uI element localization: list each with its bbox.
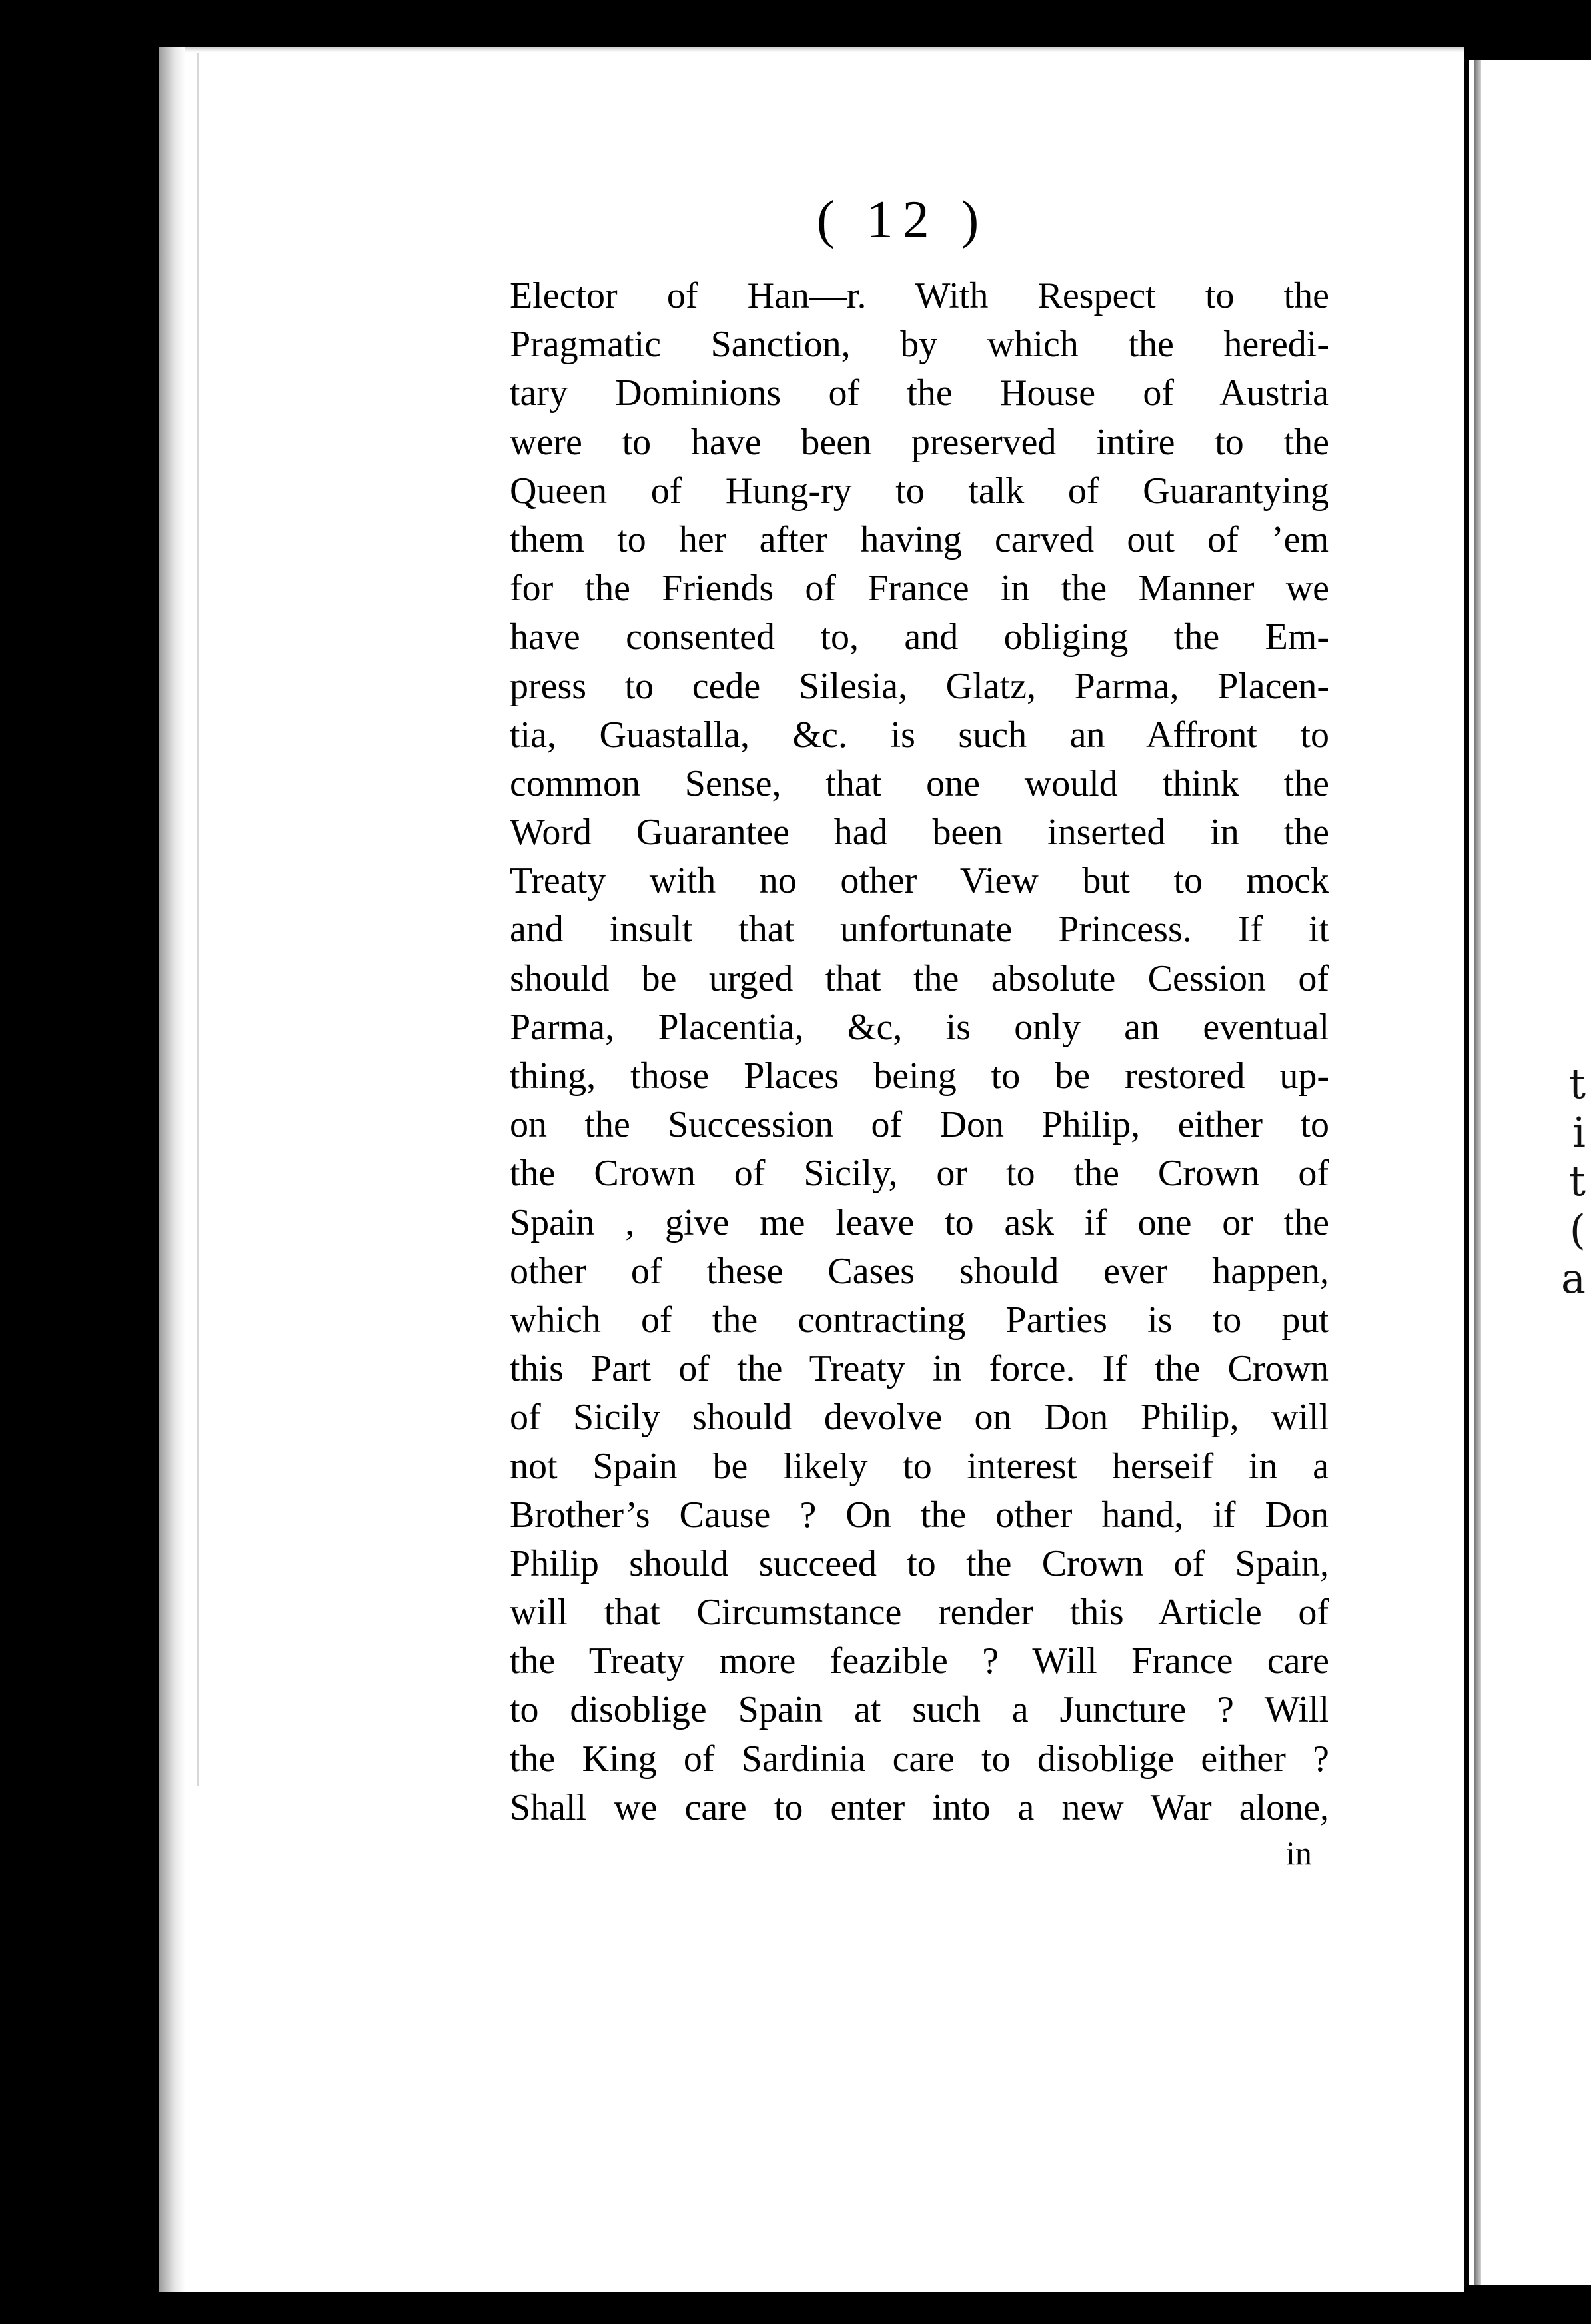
text-line: will that Circumstance render this Article of xyxy=(510,1592,1329,1634)
text-line: for the Friends of France in the Manner we xyxy=(510,568,1329,610)
text-line: to disoblige Spain at such a Juncture ? Will xyxy=(510,1689,1329,1731)
adjacent-page-edge xyxy=(1474,60,1481,2285)
text-line: the Crown of Sicily, or to the Crown of xyxy=(510,1153,1329,1195)
text-line: tary Dominions of the House of Austria xyxy=(510,372,1329,414)
text-line: other of these Cases should ever happen, xyxy=(510,1250,1329,1292)
text-line: should be urged that the absolute Cession of xyxy=(510,957,1329,999)
catchword: in xyxy=(1286,1834,1312,1872)
text-line: press to cede Silesia, Glatz, Parma, Placen- xyxy=(510,665,1329,707)
text-line: not Spain be likely to interest herseif in a xyxy=(510,1445,1329,1487)
adjacent-glyph: t xyxy=(1569,1059,1586,1108)
text-line: the Treaty more feazible ? Will France care xyxy=(510,1640,1329,1682)
adjacent-glyph: a xyxy=(1561,1254,1586,1303)
text-line: Treaty with no other View but to mock xyxy=(510,860,1329,902)
text-line: of Sicily should devolve on Don Philip, will xyxy=(510,1397,1329,1439)
text-line: which of the contracting Parties is to put xyxy=(510,1299,1329,1341)
text-line: Parma, Placentia, &c, is only an eventual xyxy=(510,1006,1329,1048)
text-line: Pragmatic Sanction, by which the heredi- xyxy=(510,324,1329,366)
adjacent-page xyxy=(1469,60,1591,2285)
text-line: were to have been preserved intire to the xyxy=(510,421,1329,463)
text-line: tia, Guastalla, &c. is such an Affront to xyxy=(510,714,1329,756)
adjacent-glyph: i xyxy=(1572,1108,1586,1157)
text-line: Word Guarantee had been inserted in the xyxy=(510,812,1329,854)
text-line: thing, those Places being to be restored up- xyxy=(510,1055,1329,1097)
text-line: Shall we care to enter into a new War alone, xyxy=(510,1786,1329,1828)
text-line: Queen of Hung-ry to talk of Guarantying xyxy=(510,470,1329,512)
page-number: ( 12 ) xyxy=(817,191,989,249)
text-line: Spain , give me leave to ask if one or the xyxy=(510,1201,1329,1243)
text-line: Elector of Han—r. With Respect to the xyxy=(510,275,1329,316)
adjacent-glyph: t xyxy=(1569,1157,1586,1205)
adjacent-glyph: ( xyxy=(1569,1205,1586,1254)
text-line: on the Succession of Don Philip, either to xyxy=(510,1104,1329,1146)
page-gutter-shadow xyxy=(159,47,185,2292)
text-line: and insult that unfortunate Princess. If it xyxy=(510,909,1329,951)
text-line: have consented to, and obliging the Em- xyxy=(510,616,1329,658)
body-text xyxy=(510,272,1329,1832)
adjacent-page-glyphs xyxy=(1546,1059,1586,1303)
page-fold-line xyxy=(197,53,199,1786)
text-line: common Sense, that one would think the xyxy=(510,762,1329,804)
text-line: the King of Sardinia care to disoblige either ? xyxy=(510,1738,1329,1780)
text-line: Philip should succeed to the Crown of Spain, xyxy=(510,1542,1329,1584)
text-line: this Part of the Treaty in force. If the Crown xyxy=(510,1348,1329,1390)
text-line: Brother’s Cause ? On the other hand, if Don xyxy=(510,1494,1329,1536)
text-line: them to her after having carved out of ’em xyxy=(510,518,1329,560)
